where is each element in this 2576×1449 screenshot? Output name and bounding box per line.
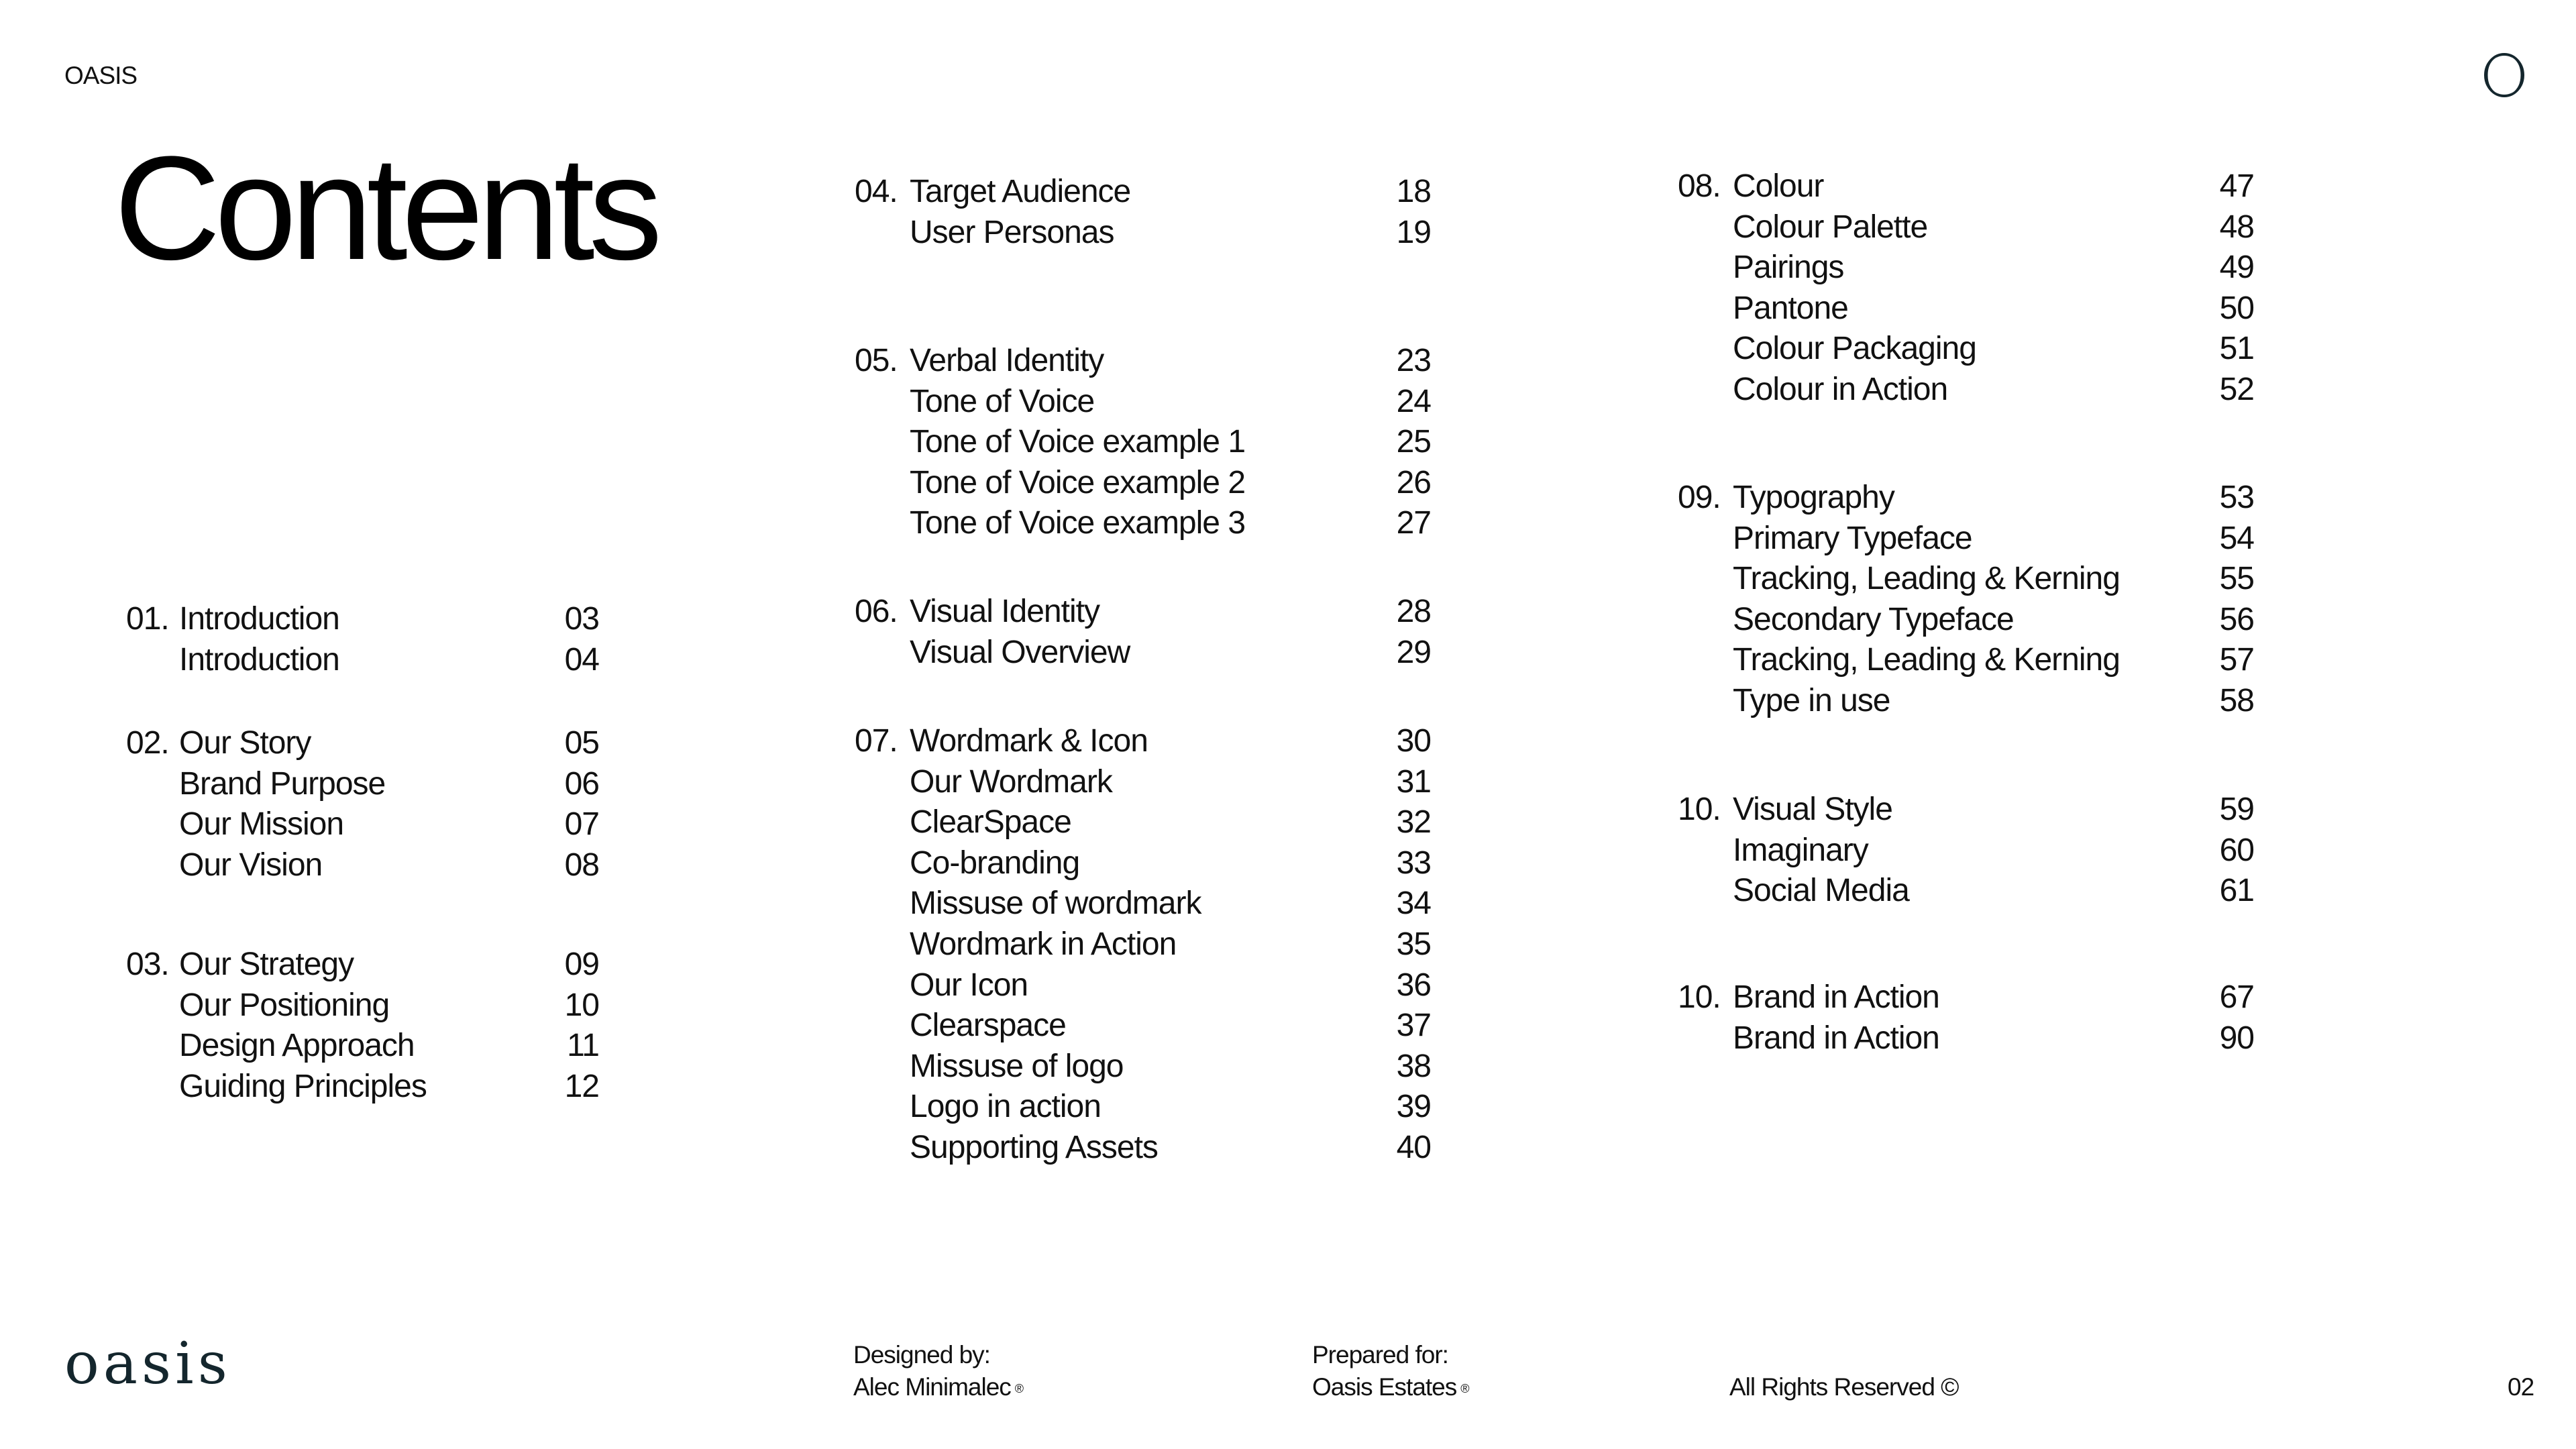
section-number: 10. xyxy=(1678,979,1721,1015)
prepared-for-block xyxy=(1312,1339,1469,1403)
section-title: Introduction xyxy=(179,601,339,637)
section-title: Brand in Action xyxy=(1733,979,1939,1015)
section-title: Visual Identity xyxy=(910,594,1099,629)
item-title: Colour Packaging xyxy=(1733,331,1976,367)
item-title: Clearspace xyxy=(910,1008,1066,1044)
item-page-number: 39 xyxy=(1396,1089,1431,1125)
section-page-number: 28 xyxy=(1396,594,1431,629)
item-title: ClearSpace xyxy=(910,804,1071,841)
item-title: Type in use xyxy=(1733,683,1890,718)
item-page-number: 54 xyxy=(2219,520,2254,556)
item-title: Pantone xyxy=(1733,290,1848,326)
toc-item[interactable] xyxy=(0,1087,2576,1127)
item-page-number: 04 xyxy=(564,641,599,678)
section-number: 05. xyxy=(855,343,898,378)
section-number: 07. xyxy=(855,723,898,759)
section-title: Verbal Identity xyxy=(910,343,1104,378)
section-page-number: 03 xyxy=(564,601,599,637)
toc-item[interactable] xyxy=(0,329,2576,369)
item-page-number: 31 xyxy=(1396,763,1431,800)
item-page-number: 38 xyxy=(1396,1048,1431,1084)
item-title: Tone of Voice example 2 xyxy=(910,464,1246,500)
toc-item[interactable] xyxy=(0,370,2576,410)
item-page-number: 37 xyxy=(1396,1008,1431,1044)
brand-label: OASIS xyxy=(64,62,138,89)
item-title: Wordmark in Action xyxy=(910,926,1177,962)
item-title: Secondary Typeface xyxy=(1733,601,2014,637)
item-title: Tone of Voice example 1 xyxy=(910,424,1246,460)
item-page-number: 60 xyxy=(2219,832,2254,868)
item-title: Colour in Action xyxy=(1733,372,1948,407)
section-title: Target Audience xyxy=(910,174,1131,209)
item-title: Visual Overview xyxy=(910,634,1130,670)
section-page-number: 23 xyxy=(1396,343,1431,378)
section-title: Our Story xyxy=(179,725,311,761)
registered-mark: ® xyxy=(1460,1382,1469,1395)
section-page-number: 59 xyxy=(2219,792,2254,827)
toc-item[interactable] xyxy=(0,559,2576,599)
item-page-number: 32 xyxy=(1396,804,1431,841)
item-title: Our Mission xyxy=(179,806,344,843)
item-title: Brand Purpose xyxy=(179,765,386,802)
item-title: Tone of Voice example 3 xyxy=(910,505,1246,541)
toc-item[interactable] xyxy=(0,207,2576,248)
item-page-number: 08 xyxy=(564,847,599,883)
item-title: Introduction xyxy=(179,641,339,678)
item-title: Social Media xyxy=(1733,873,1909,909)
item-page-number: 48 xyxy=(2219,209,2254,245)
section-page-number: 47 xyxy=(2219,168,2254,204)
item-page-number: 49 xyxy=(2219,250,2254,286)
item-title: Guiding Principles xyxy=(179,1068,427,1104)
toc-section-heading[interactable] xyxy=(0,977,2576,1018)
item-title: Colour Palette xyxy=(1733,209,1928,245)
item-title: Missuse of logo xyxy=(910,1048,1124,1084)
item-title: Pairings xyxy=(1733,250,1844,286)
section-title: Visual Style xyxy=(1733,792,1892,827)
client-line xyxy=(1312,1371,1469,1403)
section-number: 02. xyxy=(126,725,169,761)
item-page-number: 57 xyxy=(2219,642,2254,678)
prepared-for-label: Prepared for: xyxy=(1312,1341,1448,1368)
toc-item[interactable] xyxy=(0,519,2576,559)
rights-text: All Rights Reserved © xyxy=(1729,1373,1959,1401)
item-page-number: 56 xyxy=(2219,601,2254,637)
item-title: Our Positioning xyxy=(179,987,390,1023)
section-page-number: 53 xyxy=(2219,480,2254,515)
item-title: Tracking, Leading & Kerning xyxy=(1733,642,2120,678)
section-number: 09. xyxy=(1678,480,1721,515)
item-title: Primary Typeface xyxy=(1733,520,1972,556)
item-page-number: 26 xyxy=(1396,464,1431,500)
toc-item[interactable] xyxy=(0,288,2576,329)
item-page-number: 10 xyxy=(564,987,599,1023)
item-title: Imaginary xyxy=(1733,832,1868,868)
section-number: 08. xyxy=(1678,168,1721,204)
toc-item[interactable] xyxy=(0,248,2576,288)
item-title: User Personas xyxy=(910,214,1114,250)
toc-item[interactable] xyxy=(0,924,2576,965)
toc-section-heading[interactable] xyxy=(0,790,2576,830)
logo-text: oasis xyxy=(64,1335,231,1395)
item-page-number: 25 xyxy=(1396,424,1431,460)
item-page-number: 33 xyxy=(1396,845,1431,881)
client-name: Oasis Estates xyxy=(1312,1373,1457,1401)
item-page-number: 52 xyxy=(2219,372,2254,407)
section-number: 04. xyxy=(855,174,898,209)
toc-item[interactable] xyxy=(0,600,2576,640)
item-title: Design Approach xyxy=(179,1028,415,1064)
item-page-number: 50 xyxy=(2219,290,2254,326)
section-title: Our Strategy xyxy=(179,947,354,982)
section-number: 06. xyxy=(855,594,898,629)
item-page-number: 35 xyxy=(1396,926,1431,962)
item-page-number: 58 xyxy=(2219,683,2254,718)
toc-item[interactable] xyxy=(0,1018,2576,1059)
item-page-number: 51 xyxy=(2219,331,2254,367)
section-title: Wordmark & Icon xyxy=(910,723,1148,759)
section-number: 01. xyxy=(126,601,169,637)
section-page-number: 30 xyxy=(1396,723,1431,759)
section-title: Colour xyxy=(1733,168,1824,204)
oasis-wordmark-logo xyxy=(64,1335,239,1395)
toc-item[interactable] xyxy=(0,830,2576,871)
section-number: 10. xyxy=(1678,792,1721,827)
item-page-number: 29 xyxy=(1396,634,1431,670)
item-page-number: 36 xyxy=(1396,967,1431,1003)
section-page-number: 05 xyxy=(564,725,599,761)
item-page-number: 07 xyxy=(564,806,599,843)
item-title: Our Vision xyxy=(179,847,323,883)
page-title: Contents xyxy=(114,125,657,290)
section-page-number: 09 xyxy=(564,947,599,982)
item-title: Brand in Action xyxy=(1733,1020,1939,1056)
item-page-number: 12 xyxy=(564,1068,599,1104)
oasis-o-monogram-icon xyxy=(2483,52,2525,98)
designer-line xyxy=(853,1371,1023,1403)
item-title: Tone of Voice xyxy=(910,383,1095,419)
section-page-number: 18 xyxy=(1396,174,1431,209)
page-number: 02 xyxy=(2508,1373,2534,1401)
item-page-number: 11 xyxy=(567,1028,599,1064)
item-page-number: 90 xyxy=(2219,1020,2254,1056)
item-title: Co-branding xyxy=(910,845,1080,881)
item-page-number: 06 xyxy=(564,765,599,802)
section-title: Typography xyxy=(1733,480,1894,515)
item-page-number: 40 xyxy=(1396,1130,1431,1165)
item-page-number: 19 xyxy=(1396,214,1431,250)
item-title: Our Icon xyxy=(910,967,1028,1003)
item-page-number: 27 xyxy=(1396,505,1431,541)
toc-section-heading[interactable] xyxy=(0,721,2576,761)
toc-item[interactable] xyxy=(0,1128,2576,1168)
item-page-number: 24 xyxy=(1396,383,1431,419)
designed-by-label: Designed by: xyxy=(853,1341,990,1368)
item-title: Our Wordmark xyxy=(910,763,1112,800)
designer-name: Alec Minimalec xyxy=(853,1373,1011,1401)
toc-item[interactable] xyxy=(0,640,2576,680)
item-title: Missuse of wordmark xyxy=(910,885,1201,922)
toc-item[interactable] xyxy=(0,422,2576,462)
toc-section-heading[interactable] xyxy=(0,478,2576,518)
item-title: Tracking, Leading & Kerning xyxy=(1733,561,2120,597)
item-page-number: 61 xyxy=(2219,873,2254,909)
section-number: 03. xyxy=(126,947,169,982)
item-title: Supporting Assets xyxy=(910,1130,1158,1165)
item-title: Logo in action xyxy=(910,1089,1101,1125)
toc-item[interactable] xyxy=(0,871,2576,911)
toc-section-heading[interactable] xyxy=(0,166,2576,207)
item-page-number: 55 xyxy=(2219,561,2254,597)
designed-by-block xyxy=(853,1339,1023,1403)
registered-mark: ® xyxy=(1014,1382,1024,1395)
section-page-number: 67 xyxy=(2219,979,2254,1015)
item-page-number: 34 xyxy=(1396,885,1431,922)
toc-item[interactable] xyxy=(0,681,2576,721)
